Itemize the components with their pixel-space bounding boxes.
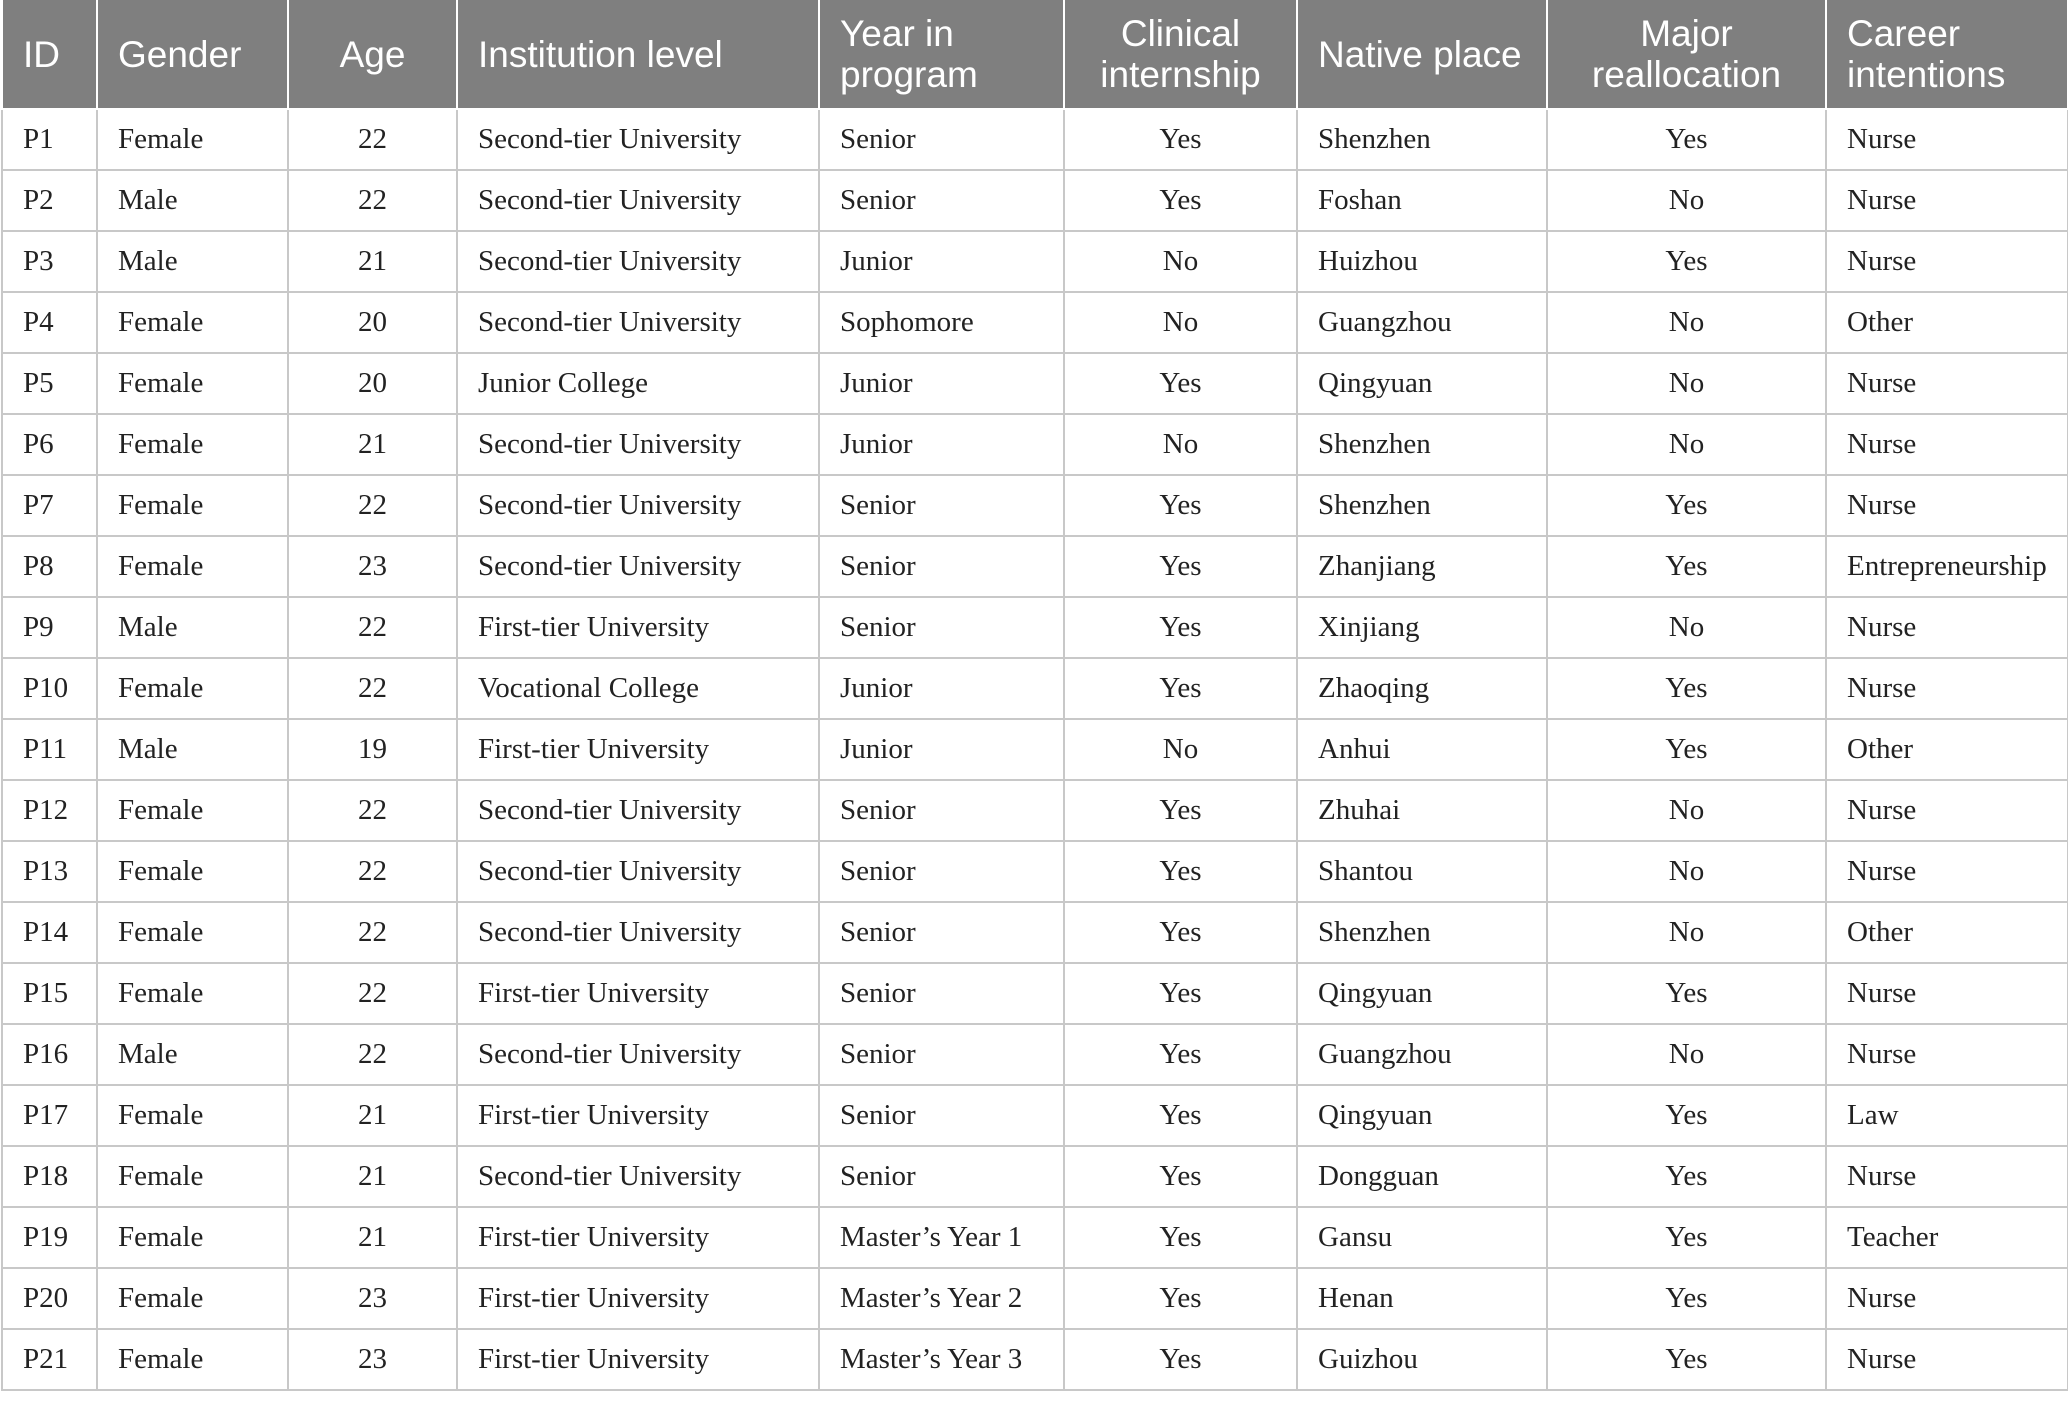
table-body <box>2 109 2068 1390</box>
clinical-internship-cell: Yes <box>1064 109 1297 170</box>
table-row <box>2 841 2068 902</box>
institution-level-cell: Second-tier University <box>457 292 819 353</box>
year-in-program-cell: Junior <box>819 353 1064 414</box>
native-place-cell: Shenzhen <box>1297 414 1547 475</box>
year-in-program-cell: Senior <box>819 1085 1064 1146</box>
institution-level-cell: Second-tier University <box>457 1024 819 1085</box>
major-reallocation-cell: Yes <box>1547 475 1826 536</box>
table-row <box>2 963 2068 1024</box>
major-reallocation-cell: No <box>1547 170 1826 231</box>
year-in-program-cell: Senior <box>819 902 1064 963</box>
native-place-cell: Foshan <box>1297 170 1547 231</box>
year-in-program-cell: Senior <box>819 170 1064 231</box>
id-cell: P6 <box>2 414 97 475</box>
clinical-internship-cell: Yes <box>1064 597 1297 658</box>
institution-level-cell: Second-tier University <box>457 536 819 597</box>
table-row <box>2 719 2068 780</box>
id-cell: P20 <box>2 1268 97 1329</box>
year-in-program-cell: Senior <box>819 597 1064 658</box>
major-reallocation-cell: No <box>1547 1024 1826 1085</box>
career-intentions-cell: Nurse <box>1826 1146 2068 1207</box>
id-cell: P19 <box>2 1207 97 1268</box>
clinical-internship-cell: Yes <box>1064 1085 1297 1146</box>
table-row <box>2 231 2068 292</box>
major-reallocation-cell: Yes <box>1547 1207 1826 1268</box>
id-cell: P9 <box>2 597 97 658</box>
age-cell: 20 <box>288 353 457 414</box>
career-intentions-cell: Nurse <box>1826 353 2068 414</box>
native-place-cell: Anhui <box>1297 719 1547 780</box>
institution-level-cell: First-tier University <box>457 1329 819 1390</box>
major-reallocation-cell: No <box>1547 597 1826 658</box>
id-cell: P3 <box>2 231 97 292</box>
institution-level-cell: Second-tier University <box>457 780 819 841</box>
native-place-cell: Gansu <box>1297 1207 1547 1268</box>
clinical-internship-cell: Yes <box>1064 1329 1297 1390</box>
clinical-internship-cell: Yes <box>1064 902 1297 963</box>
institution-level-cell: Second-tier University <box>457 902 819 963</box>
gender-cell: Female <box>97 414 288 475</box>
clinical-internship-cell: Yes <box>1064 1207 1297 1268</box>
id-cell: P10 <box>2 658 97 719</box>
id-cell: P12 <box>2 780 97 841</box>
major-reallocation-cell: Yes <box>1547 231 1826 292</box>
year-in-program-cell: Junior <box>819 658 1064 719</box>
year-in-program-cell: Senior <box>819 1146 1064 1207</box>
table-row <box>2 1146 2068 1207</box>
institution-level-cell: Second-tier University <box>457 475 819 536</box>
id-cell: P2 <box>2 170 97 231</box>
native-place-cell: Henan <box>1297 1268 1547 1329</box>
id-cell: P16 <box>2 1024 97 1085</box>
table-row <box>2 536 2068 597</box>
year-in-program-cell: Senior <box>819 1024 1064 1085</box>
gender-cell: Female <box>97 841 288 902</box>
major-reallocation-cell: Yes <box>1547 1146 1826 1207</box>
native-place-cell: Zhaoqing <box>1297 658 1547 719</box>
gender-cell: Female <box>97 353 288 414</box>
institution-level-cell: Junior College <box>457 353 819 414</box>
career-intentions-cell: Other <box>1826 292 2068 353</box>
header-clinical-internship: Clinical internship <box>1064 0 1297 109</box>
age-cell: 23 <box>288 536 457 597</box>
native-place-cell: Xinjiang <box>1297 597 1547 658</box>
clinical-internship-cell: Yes <box>1064 1146 1297 1207</box>
native-place-cell: Zhanjiang <box>1297 536 1547 597</box>
age-cell: 22 <box>288 1024 457 1085</box>
native-place-cell: Guangzhou <box>1297 1024 1547 1085</box>
clinical-internship-cell: Yes <box>1064 475 1297 536</box>
career-intentions-cell: Entrepreneurship <box>1826 536 2068 597</box>
table-row <box>2 292 2068 353</box>
career-intentions-cell: Nurse <box>1826 597 2068 658</box>
clinical-internship-cell: Yes <box>1064 353 1297 414</box>
major-reallocation-cell: Yes <box>1547 1268 1826 1329</box>
year-in-program-cell: Senior <box>819 780 1064 841</box>
institution-level-cell: Second-tier University <box>457 1146 819 1207</box>
header-institution-level: Institution level <box>457 0 819 109</box>
id-cell: P8 <box>2 536 97 597</box>
clinical-internship-cell: Yes <box>1064 170 1297 231</box>
age-cell: 22 <box>288 963 457 1024</box>
table-row <box>2 1268 2068 1329</box>
year-in-program-cell: Junior <box>819 719 1064 780</box>
clinical-internship-cell: No <box>1064 292 1297 353</box>
table-row <box>2 597 2068 658</box>
gender-cell: Male <box>97 719 288 780</box>
native-place-cell: Shenzhen <box>1297 109 1547 170</box>
native-place-cell: Zhuhai <box>1297 780 1547 841</box>
clinical-internship-cell: Yes <box>1064 1024 1297 1085</box>
career-intentions-cell: Nurse <box>1826 1024 2068 1085</box>
institution-level-cell: First-tier University <box>457 597 819 658</box>
institution-level-cell: Second-tier University <box>457 109 819 170</box>
table-row <box>2 170 2068 231</box>
id-cell: P13 <box>2 841 97 902</box>
native-place-cell: Shenzhen <box>1297 475 1547 536</box>
major-reallocation-cell: Yes <box>1547 719 1826 780</box>
header-career-intentions: Career intentions <box>1826 0 2068 109</box>
age-cell: 22 <box>288 780 457 841</box>
native-place-cell: Dongguan <box>1297 1146 1547 1207</box>
table-row <box>2 414 2068 475</box>
age-cell: 23 <box>288 1268 457 1329</box>
age-cell: 22 <box>288 475 457 536</box>
age-cell: 21 <box>288 414 457 475</box>
header-age: Age <box>288 0 457 109</box>
table-row <box>2 780 2068 841</box>
career-intentions-cell: Other <box>1826 902 2068 963</box>
header-year-in-program: Year in program <box>819 0 1064 109</box>
gender-cell: Female <box>97 1329 288 1390</box>
native-place-cell: Guizhou <box>1297 1329 1547 1390</box>
gender-cell: Female <box>97 963 288 1024</box>
major-reallocation-cell: Yes <box>1547 1085 1826 1146</box>
id-cell: P7 <box>2 475 97 536</box>
clinical-internship-cell: Yes <box>1064 658 1297 719</box>
major-reallocation-cell: Yes <box>1547 658 1826 719</box>
career-intentions-cell: Teacher <box>1826 1207 2068 1268</box>
id-cell: P21 <box>2 1329 97 1390</box>
major-reallocation-cell: Yes <box>1547 536 1826 597</box>
year-in-program-cell: Sophomore <box>819 292 1064 353</box>
id-cell: P18 <box>2 1146 97 1207</box>
year-in-program-cell: Junior <box>819 231 1064 292</box>
table-header <box>2 0 2068 109</box>
table-row <box>2 1207 2068 1268</box>
native-place-cell: Guangzhou <box>1297 292 1547 353</box>
native-place-cell: Qingyuan <box>1297 353 1547 414</box>
age-cell: 22 <box>288 170 457 231</box>
career-intentions-cell: Nurse <box>1826 231 2068 292</box>
gender-cell: Female <box>97 1207 288 1268</box>
major-reallocation-cell: No <box>1547 353 1826 414</box>
year-in-program-cell: Senior <box>819 841 1064 902</box>
header-id: ID <box>2 0 97 109</box>
id-cell: P1 <box>2 109 97 170</box>
age-cell: 22 <box>288 597 457 658</box>
age-cell: 21 <box>288 231 457 292</box>
career-intentions-cell: Nurse <box>1826 1268 2068 1329</box>
career-intentions-cell: Nurse <box>1826 109 2068 170</box>
clinical-internship-cell: Yes <box>1064 536 1297 597</box>
age-cell: 22 <box>288 841 457 902</box>
gender-cell: Female <box>97 536 288 597</box>
gender-cell: Male <box>97 231 288 292</box>
year-in-program-cell: Senior <box>819 475 1064 536</box>
major-reallocation-cell: No <box>1547 780 1826 841</box>
year-in-program-cell: Master’s Year 2 <box>819 1268 1064 1329</box>
clinical-internship-cell: No <box>1064 414 1297 475</box>
age-cell: 23 <box>288 1329 457 1390</box>
major-reallocation-cell: No <box>1547 841 1826 902</box>
id-cell: P11 <box>2 719 97 780</box>
major-reallocation-cell: No <box>1547 292 1826 353</box>
clinical-internship-cell: Yes <box>1064 1268 1297 1329</box>
career-intentions-cell: Nurse <box>1826 963 2068 1024</box>
gender-cell: Male <box>97 170 288 231</box>
career-intentions-cell: Nurse <box>1826 414 2068 475</box>
year-in-program-cell: Master’s Year 3 <box>819 1329 1064 1390</box>
year-in-program-cell: Senior <box>819 963 1064 1024</box>
native-place-cell: Qingyuan <box>1297 963 1547 1024</box>
institution-level-cell: Second-tier University <box>457 414 819 475</box>
institution-level-cell: First-tier University <box>457 1085 819 1146</box>
clinical-internship-cell: Yes <box>1064 841 1297 902</box>
table-row <box>2 1329 2068 1390</box>
gender-cell: Female <box>97 658 288 719</box>
header-gender: Gender <box>97 0 288 109</box>
institution-level-cell: First-tier University <box>457 963 819 1024</box>
gender-cell: Female <box>97 1268 288 1329</box>
age-cell: 21 <box>288 1207 457 1268</box>
age-cell: 22 <box>288 658 457 719</box>
id-cell: P14 <box>2 902 97 963</box>
year-in-program-cell: Junior <box>819 414 1064 475</box>
clinical-internship-cell: No <box>1064 719 1297 780</box>
native-place-cell: Shantou <box>1297 841 1547 902</box>
career-intentions-cell: Nurse <box>1826 841 2068 902</box>
id-cell: P17 <box>2 1085 97 1146</box>
gender-cell: Male <box>97 597 288 658</box>
major-reallocation-cell: No <box>1547 414 1826 475</box>
native-place-cell: Qingyuan <box>1297 1085 1547 1146</box>
table-row <box>2 109 2068 170</box>
gender-cell: Male <box>97 1024 288 1085</box>
career-intentions-cell: Nurse <box>1826 170 2068 231</box>
institution-level-cell: Second-tier University <box>457 841 819 902</box>
clinical-internship-cell: No <box>1064 231 1297 292</box>
gender-cell: Female <box>97 1085 288 1146</box>
major-reallocation-cell: Yes <box>1547 963 1826 1024</box>
institution-level-cell: First-tier University <box>457 1207 819 1268</box>
career-intentions-cell: Other <box>1826 719 2068 780</box>
institution-level-cell: First-tier University <box>457 1268 819 1329</box>
institution-level-cell: Second-tier University <box>457 231 819 292</box>
header-native-place: Native place <box>1297 0 1547 109</box>
institution-level-cell: Second-tier University <box>457 170 819 231</box>
year-in-program-cell: Senior <box>819 109 1064 170</box>
major-reallocation-cell: Yes <box>1547 109 1826 170</box>
age-cell: 21 <box>288 1085 457 1146</box>
native-place-cell: Huizhou <box>1297 231 1547 292</box>
year-in-program-cell: Senior <box>819 536 1064 597</box>
table-row <box>2 1024 2068 1085</box>
gender-cell: Female <box>97 1146 288 1207</box>
career-intentions-cell: Nurse <box>1826 658 2068 719</box>
age-cell: 21 <box>288 1146 457 1207</box>
clinical-internship-cell: Yes <box>1064 780 1297 841</box>
table-row <box>2 1085 2068 1146</box>
institution-level-cell: First-tier University <box>457 719 819 780</box>
id-cell: P5 <box>2 353 97 414</box>
gender-cell: Female <box>97 475 288 536</box>
clinical-internship-cell: Yes <box>1064 963 1297 1024</box>
header-major-reallocation: Major reallocation <box>1547 0 1826 109</box>
table-row <box>2 475 2068 536</box>
career-intentions-cell: Nurse <box>1826 475 2068 536</box>
id-cell: P15 <box>2 963 97 1024</box>
header-row <box>2 0 2068 109</box>
age-cell: 22 <box>288 902 457 963</box>
career-intentions-cell: Nurse <box>1826 1329 2068 1390</box>
major-reallocation-cell: No <box>1547 902 1826 963</box>
table-row <box>2 902 2068 963</box>
table-row <box>2 658 2068 719</box>
career-intentions-cell: Law <box>1826 1085 2068 1146</box>
native-place-cell: Shenzhen <box>1297 902 1547 963</box>
gender-cell: Female <box>97 902 288 963</box>
age-cell: 19 <box>288 719 457 780</box>
major-reallocation-cell: Yes <box>1547 1329 1826 1390</box>
id-cell: P4 <box>2 292 97 353</box>
age-cell: 22 <box>288 109 457 170</box>
career-intentions-cell: Nurse <box>1826 780 2068 841</box>
year-in-program-cell: Master’s Year 1 <box>819 1207 1064 1268</box>
gender-cell: Female <box>97 292 288 353</box>
institution-level-cell: Vocational College <box>457 658 819 719</box>
participants-table <box>1 0 2068 1391</box>
table-row <box>2 353 2068 414</box>
gender-cell: Female <box>97 109 288 170</box>
age-cell: 20 <box>288 292 457 353</box>
gender-cell: Female <box>97 780 288 841</box>
